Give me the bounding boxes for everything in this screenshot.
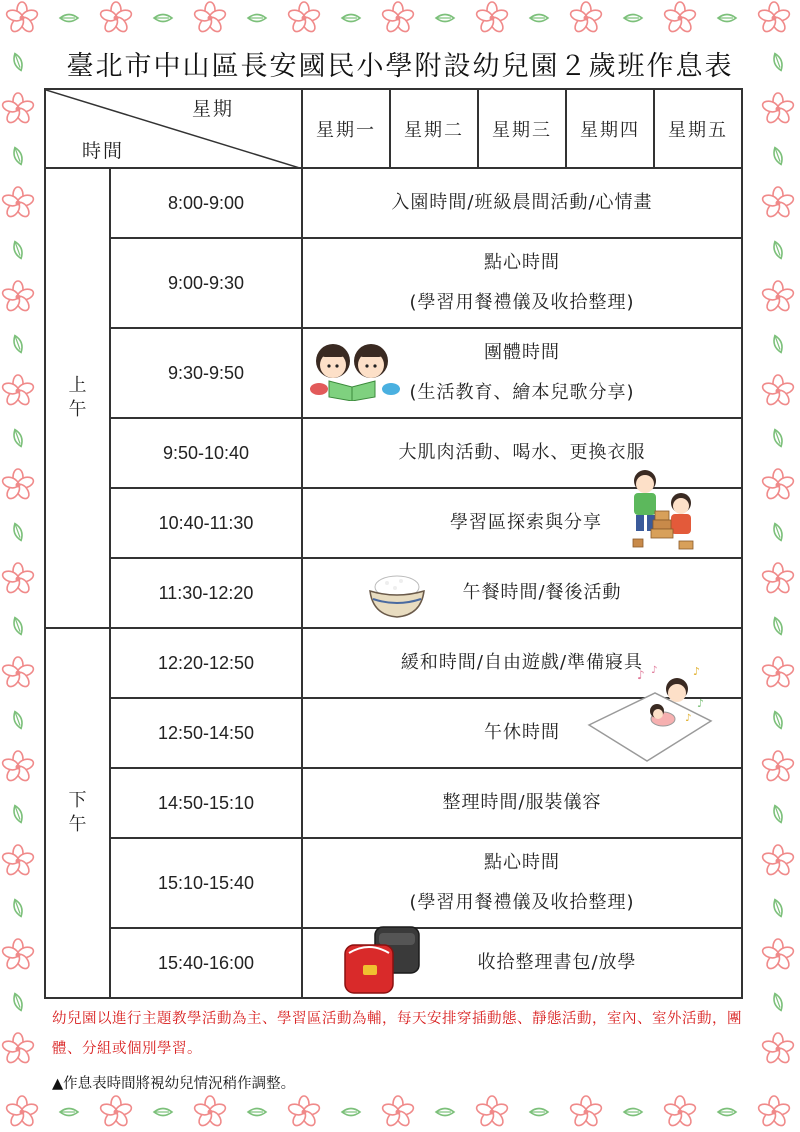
period-morning-char-2: 午 (68, 399, 87, 420)
period-afternoon (45, 628, 110, 998)
diagonal-header-cell (45, 89, 302, 168)
leaf-icon (342, 1109, 360, 1116)
activity-cell (302, 558, 742, 628)
page-title: 臺北市中山區長安國民小學附設幼兒園２歲班作息表 (66, 51, 734, 82)
activity-line: 緩和時間/自由遊戲/準備寢具 (400, 652, 644, 673)
leaf-icon (436, 15, 454, 22)
leaf-icon (718, 15, 736, 22)
activity-line: 點心時間 (484, 252, 560, 273)
time-cell: 9:00-9:30 (110, 238, 302, 328)
time-cell: 14:50-15:10 (110, 768, 302, 838)
flower-icon (1, 281, 35, 313)
leaf-icon (718, 1109, 736, 1116)
table-row (45, 698, 742, 768)
leaf-icon (530, 1109, 548, 1116)
flower-icon (761, 1033, 795, 1065)
leaf-icon (248, 15, 266, 22)
flower-icon (761, 187, 795, 219)
leaf-icon (530, 15, 548, 22)
leaf-icon (60, 15, 78, 22)
school-bag-icon (339, 923, 427, 995)
flower-icon (1, 1033, 35, 1065)
flower-icon (5, 2, 39, 34)
flower-icon (381, 1096, 415, 1128)
flower-icon (761, 845, 795, 877)
activity-cell (302, 238, 742, 328)
leaf-icon (12, 240, 25, 259)
activity-line: 學習區探索與分享 (450, 512, 602, 533)
activity-cell (302, 768, 742, 838)
leaf-icon (772, 428, 785, 447)
leaf-icon (772, 616, 785, 635)
leaf-icon (60, 1109, 78, 1116)
leaf-icon (772, 240, 785, 259)
day-header-wednesday: 星期三 (478, 89, 566, 168)
leaf-icon (12, 334, 25, 353)
note-curriculum: 幼兒園以進行主題教學活動為主、學習區活動為輔，每天安排穿插動態、靜態活動，室內、室外活動，團體、分組或個別學習。 (52, 1011, 742, 1057)
header-row (45, 89, 742, 168)
activity-line: 收拾整理書包/放學 (477, 952, 637, 973)
time-cell: 11:30-12:20 (110, 558, 302, 628)
time-cell: 15:10-15:40 (110, 838, 302, 928)
activity-cell (302, 328, 742, 418)
flower-icon (193, 2, 227, 34)
activity-line: (生活教育、繪本兒歌分享) (409, 382, 635, 403)
leaf-icon (772, 804, 785, 823)
table-row (45, 238, 742, 328)
note-adjustment: ▲作息表時間將視幼兒情況稍作調整。 (52, 1076, 296, 1092)
flower-icon (1, 939, 35, 971)
leaf-icon (12, 522, 25, 541)
leaf-icon (154, 1109, 172, 1116)
sleeping-child-icon (585, 663, 715, 763)
flower-icon (757, 1096, 791, 1128)
leaf-icon (772, 898, 785, 917)
flower-icon (1, 563, 35, 595)
leaf-icon (342, 15, 360, 22)
time-cell: 10:40-11:30 (110, 488, 302, 558)
leaf-icon (12, 992, 25, 1011)
time-cell: 12:20-12:50 (110, 628, 302, 698)
leaf-icon (12, 616, 25, 635)
activity-line: 整理時間/服裝儀容 (442, 792, 602, 813)
leaf-icon (12, 898, 25, 917)
time-cell: 9:50-10:40 (110, 418, 302, 488)
leaf-icon (12, 428, 25, 447)
day-header-monday: 星期一 (302, 89, 390, 168)
activity-line: 午休時間 (484, 722, 560, 743)
flower-icon (663, 1096, 697, 1128)
table-row (45, 928, 742, 998)
svg-text:♪: ♪ (697, 697, 706, 710)
activity-cell (302, 488, 742, 558)
leaf-icon (772, 522, 785, 541)
leaf-icon (772, 52, 785, 71)
activity-line: 團體時間 (484, 342, 560, 363)
flower-icon (761, 657, 795, 689)
leaf-icon (12, 52, 25, 71)
table-row (45, 838, 742, 928)
flower-icon (99, 1096, 133, 1128)
flower-icon (761, 751, 795, 783)
flower-icon (1, 751, 35, 783)
flower-icon (757, 2, 791, 34)
time-axis-label: 時間 (82, 140, 125, 162)
schedule-table (44, 88, 743, 999)
svg-text:♪: ♪ (637, 668, 646, 682)
activity-cell (302, 928, 742, 998)
leaf-icon (436, 1109, 454, 1116)
period-morning-char-1: 上 (68, 375, 87, 396)
flower-icon (287, 1096, 321, 1128)
leaf-icon (772, 334, 785, 353)
time-cell: 8:00-9:00 (110, 168, 302, 238)
activity-line: (學習用餐禮儀及收拾整理) (409, 292, 635, 313)
leaf-icon (624, 15, 642, 22)
svg-text:♪: ♪ (685, 713, 693, 724)
flower-icon (1, 469, 35, 501)
table-row (45, 558, 742, 628)
flower-icon (761, 93, 795, 125)
activity-cell (302, 838, 742, 928)
flower-icon (761, 939, 795, 971)
table-row (45, 168, 742, 238)
flower-icon (569, 2, 603, 34)
time-cell: 12:50-14:50 (110, 698, 302, 768)
svg-text:♪: ♪ (651, 665, 659, 676)
flower-icon (1, 93, 35, 125)
leaf-icon (12, 804, 25, 823)
activity-line: (學習用餐禮儀及收拾整理) (409, 892, 635, 913)
leaf-icon (154, 15, 172, 22)
flower-icon (475, 1096, 509, 1128)
flower-icon (1, 375, 35, 407)
day-header-friday: 星期五 (654, 89, 742, 168)
period-afternoon-char-1: 下 (68, 790, 87, 811)
leaf-icon (248, 1109, 266, 1116)
period-morning (45, 168, 110, 628)
activity-cell (302, 168, 742, 238)
rice-bowl-icon (367, 569, 427, 621)
reading-children-icon (307, 337, 403, 401)
building-blocks-children-icon (625, 467, 701, 555)
flower-icon (569, 1096, 603, 1128)
leaf-icon (772, 992, 785, 1011)
flower-icon (761, 469, 795, 501)
flower-icon (287, 2, 321, 34)
activity-line: 入園時間/班級晨間活動/心情畫 (391, 192, 653, 213)
svg-text:♪: ♪ (693, 665, 702, 678)
leaf-icon (12, 146, 25, 165)
time-cell: 15:40-16:00 (110, 928, 302, 998)
flower-icon (1, 845, 35, 877)
day-header-thursday: 星期四 (566, 89, 654, 168)
flower-icon (381, 2, 415, 34)
flower-icon (663, 2, 697, 34)
leaf-icon (624, 1109, 642, 1116)
leaf-icon (772, 146, 785, 165)
time-cell: 9:30-9:50 (110, 328, 302, 418)
activity-line: 大肌肉活動、喝水、更換衣服 (398, 442, 646, 463)
day-header-tuesday: 星期二 (390, 89, 478, 168)
table-row (45, 328, 742, 418)
flower-icon (475, 2, 509, 34)
period-afternoon-char-2: 午 (68, 814, 87, 835)
flower-icon (761, 281, 795, 313)
activity-line: 午餐時間/餐後活動 (462, 582, 622, 603)
table-row (45, 488, 742, 558)
flower-icon (193, 1096, 227, 1128)
activity-line: 點心時間 (484, 852, 560, 873)
flower-icon (99, 2, 133, 34)
flower-icon (761, 563, 795, 595)
flower-icon (761, 375, 795, 407)
day-axis-label: 星期 (192, 98, 235, 120)
table-row (45, 768, 742, 838)
leaf-icon (12, 710, 25, 729)
flower-icon (1, 187, 35, 219)
flower-icon (5, 1096, 39, 1128)
activity-cell (302, 665, 742, 768)
leaf-icon (772, 710, 785, 729)
flower-icon (1, 657, 35, 689)
